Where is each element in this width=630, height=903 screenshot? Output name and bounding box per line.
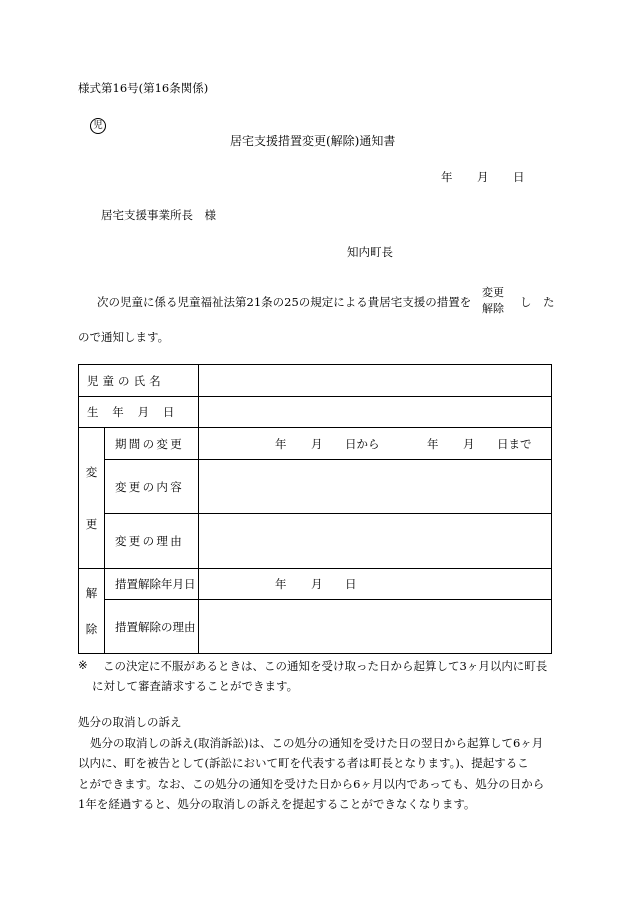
cancel-date-value: 年 月 日 (199, 569, 552, 600)
lawsuit-line-4: 1年を経過すると、処分の取消しの訴えを提起することができなくなります。 (78, 797, 476, 811)
child-mark-icon (90, 117, 106, 134)
birth-value (199, 397, 552, 428)
lawsuit-line-1: 処分の取消しの訴え(取消訴訟)は、この処分の通知を受けた日の翌日から起算して6ヶ月 (90, 735, 544, 750)
notice-continuation: ので通知します。 (78, 330, 170, 344)
child-mark: 児 (90, 118, 106, 134)
cancel-reason-label: 措置解除の理由 (105, 600, 199, 654)
table-row (79, 600, 552, 654)
period-change-value: 年 月 日から 年 月 日まで (199, 428, 552, 460)
lawsuit-heading: 処分の取消しの訴え (78, 715, 182, 729)
lawsuit-section (78, 712, 556, 815)
cancel-date-label: 措置解除年月日 (105, 569, 199, 600)
period-change-label: 期間の変更 (105, 428, 199, 460)
change-reason-value (199, 514, 552, 569)
table-row (79, 365, 552, 397)
table-row (79, 569, 552, 600)
date-year: 年 (441, 170, 453, 184)
option-cancel: 解除 (482, 302, 504, 315)
notice-text: 次の児童に係る児童福祉法第21条の25の規定による貴居宅支援の措置を (97, 295, 472, 309)
lawsuit-line-2: 以内に、町を被告として(訴訟において町を代表する者は町長となります。)、提起するこ (78, 756, 529, 770)
lawsuit-line-3: とができます。なお、この処分の通知を受けた日から6ヶ月以内であっても、処分の日から (78, 776, 545, 791)
child-name-label: 児童の氏名 (79, 365, 199, 397)
table-row (79, 397, 552, 428)
option-change: 変更 (482, 286, 504, 299)
birth-label: 生 年 月 日 (79, 397, 199, 428)
cancel-group-label: 解 除 (79, 569, 105, 654)
addressee: 居宅支援事業所長 様 (101, 208, 216, 222)
change-reason-label: 変更の理由 (105, 514, 199, 569)
table-row (79, 428, 552, 460)
table-row (79, 514, 552, 569)
cancel-reason-value (199, 600, 552, 654)
note-line-1: この決定に不服があるときは、この通知を受け取った日から起算して3ヶ月以内に町長 (103, 659, 548, 673)
notice-options (478, 285, 508, 317)
note-mark: ※ (78, 658, 88, 672)
date-month: 月 (477, 170, 489, 184)
form-number: 様式第16号(第16条関係) (78, 81, 209, 95)
change-group-label: 変 更 (79, 428, 105, 569)
table-row (79, 460, 552, 514)
child-name-value (199, 365, 552, 397)
change-content-label: 変更の内容 (105, 460, 199, 514)
document-title: 居宅支援措置変更(解除)通知書 (230, 134, 396, 148)
date-day: 日 (513, 170, 525, 184)
note-line-2: に対して審査請求することができます。 (92, 679, 299, 693)
notification-table (78, 364, 552, 654)
change-content-value (199, 460, 552, 514)
notice-suffix: し た (520, 295, 555, 309)
sender: 知内町長 (347, 245, 393, 259)
